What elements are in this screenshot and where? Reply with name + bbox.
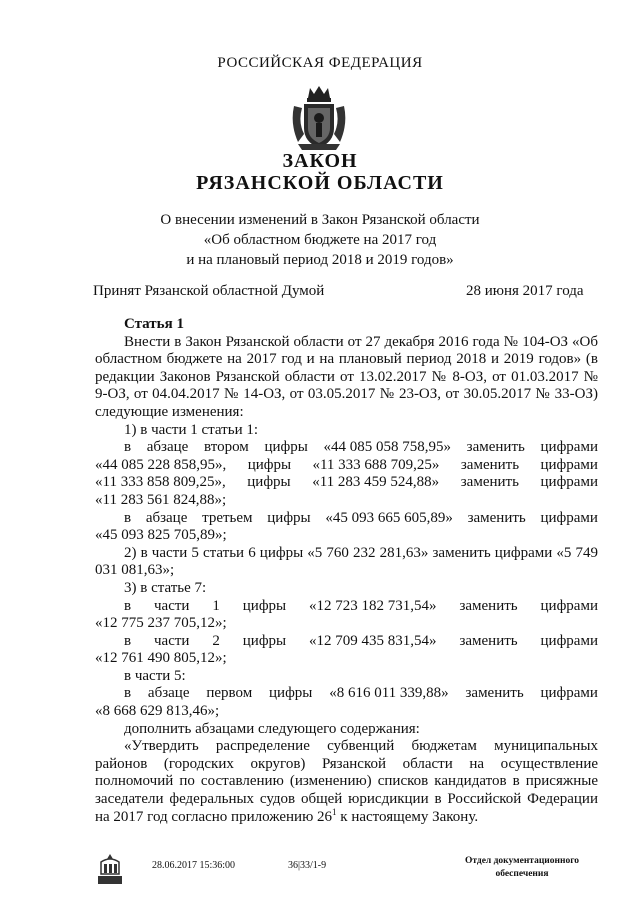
adopted-date: 28 июня 2017 года	[466, 283, 584, 299]
subject-line: «Об областном бюджете на 2017 год	[203, 232, 437, 248]
amendment-row: «44 085 228 858,95», цифры «11 333 688 709,25» заменить цифрами	[95, 456, 598, 473]
amendment-line: «45 093 825 705,89»;	[95, 527, 227, 544]
law-region: РЯЗАНСКОЙ ОБЛАСТИ	[196, 172, 444, 194]
document-stamp-icon	[95, 852, 125, 886]
footer-timestamp: 28.06.2017 15:36:00	[152, 860, 236, 871]
document-body	[95, 316, 598, 826]
item-1: 1) в части 1 статьи 1:	[124, 421, 259, 438]
subject-line: О внесении изменений в Закон Рязанской области	[160, 212, 480, 228]
adopted-by: Принят Рязанской областной Думой	[93, 283, 325, 299]
item-2: 2) в части 5 статьи 6 цифры «5 760 232 281,63» заменить цифрами «5 749 031 081,63»;	[95, 544, 598, 579]
amendment-row: в абзаце третьем цифры «45 093 665 605,89» заменить цифрами	[124, 509, 598, 526]
amendment-row: в части 2 цифры «12 709 435 831,54» заменить цифрами	[124, 632, 598, 649]
amendment-row: в абзаце втором цифры «44 085 058 758,95» заменить цифрами	[124, 439, 598, 456]
item-3: 3) в статье 7:	[124, 579, 207, 596]
footer-department: Отдел документационного обеспечения	[464, 856, 580, 879]
law-subject	[0, 210, 640, 270]
amendment-line: в части 5:	[124, 667, 186, 684]
footer-doc-code: 36|33/1-9	[288, 860, 327, 871]
subject-line: и на плановый период 2018 и 2019 годов»	[186, 252, 454, 268]
law-title: ЗАКОН	[282, 150, 358, 172]
federation-title: РОССИЙСКАЯ ФЕДЕРАЦИЯ	[217, 55, 423, 71]
amendment-line: «8 668 629 813,46»;	[95, 703, 220, 720]
amendment-row: «11 333 858 809,25», цифры «11 283 459 524,88» заменить цифрами	[95, 474, 598, 491]
article-heading: Статья 1	[124, 316, 184, 332]
amendment-line: «12 775 237 705,12»;	[95, 615, 227, 632]
quoted-paragraph: «Утвердить распределение субвенций бюджетам муниципальных районов (городских округов) Рязанской области на осуществление полномочий по составлению (изменению) списков кандидатов в присяжные заседатели федеральных судов общей юрисдикции в Российской Федерации на 2017 год согласно приложению $26^1$ к настоящему Закону.	[95, 738, 598, 825]
amendment-line: «12 761 490 805,12»;	[95, 650, 227, 667]
amendment-line: «11 283 561 824,88»;	[95, 491, 227, 508]
coat-of-arms-icon	[288, 84, 350, 154]
amendment-row: в абзаце первом цифры «8 616 011 339,88» заменить цифрами	[124, 685, 598, 702]
amendment-row: в части 1 цифры «12 723 182 731,54» заменить цифрами	[124, 597, 598, 614]
article-intro: Внести в Закон Рязанской области от 27 декабря 2016 года № 104-ОЗ «Об областном бюджете на 2017 год и на плановый период 2018 и 2019 годов» (в редакции Законов Рязанской области от 13.02.2017 № 8-ОЗ, от 01.03.2017 № 9-ОЗ, от 04.04.2017 № 14-ОЗ, от 03.05.2017 № 23-ОЗ, от 30.05.2017 № 33-ОЗ) следующие изменения:	[95, 333, 598, 420]
amendment-line: дополнить абзацами следующего содержания:	[124, 720, 420, 737]
